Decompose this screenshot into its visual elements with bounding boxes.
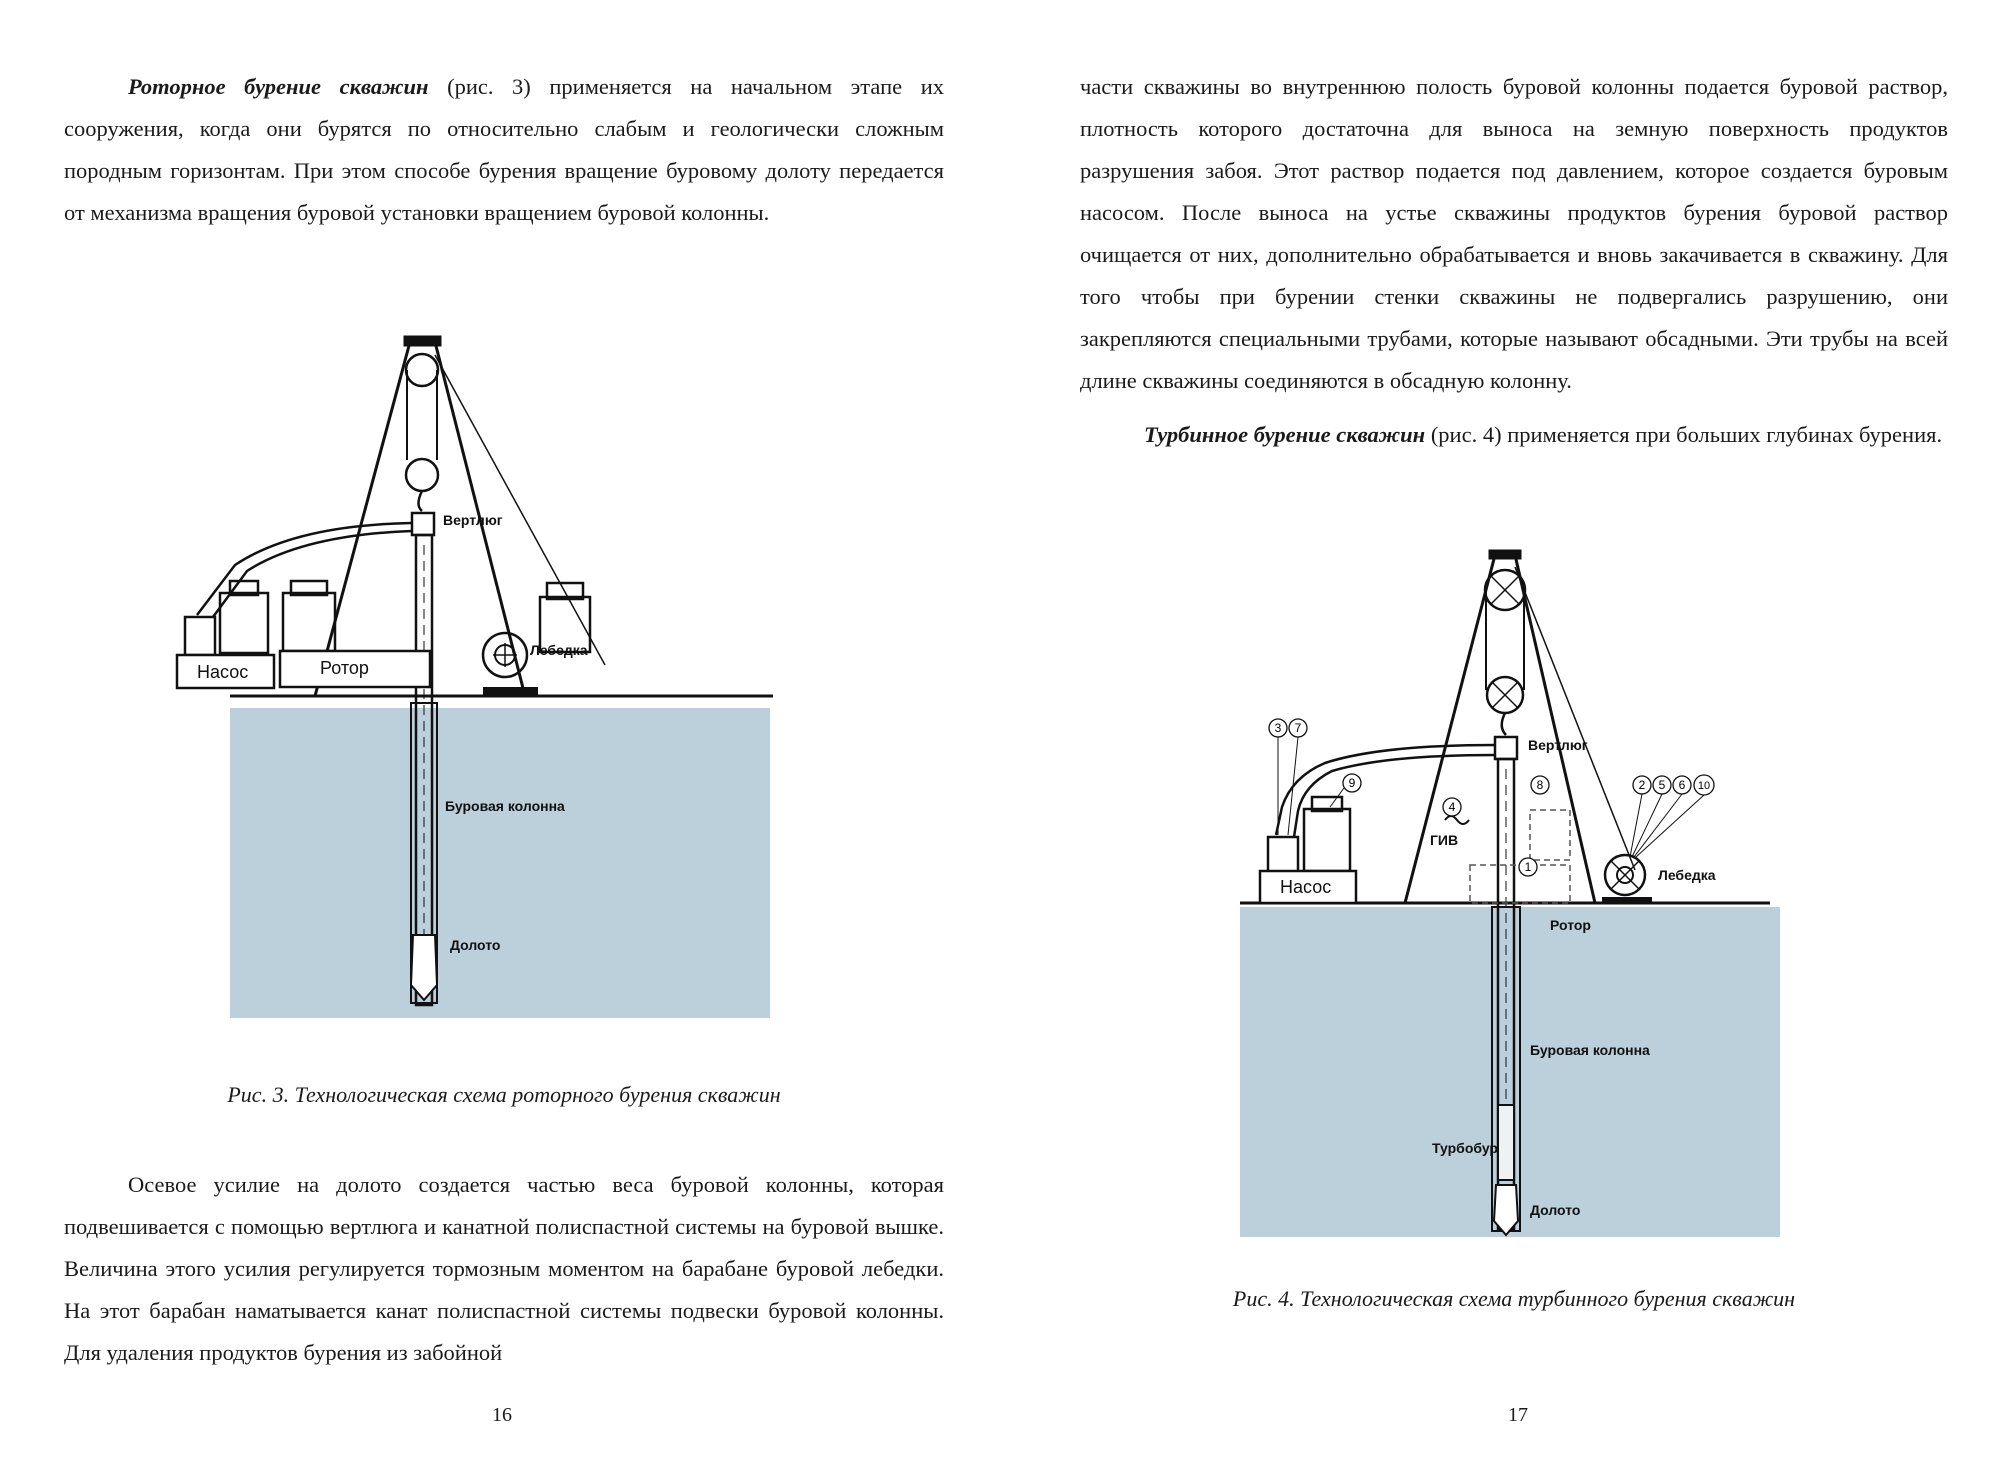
- crown-pulley: [406, 354, 438, 386]
- mud-paragraph: части скважины во внутреннюю полость буровой колонны подается буровой раствор, плотность которого достаточна для выноса на земную поверхность продуктов разрушения забоя. Этот раствор подается под давлением, которое создается буровым насосом. После выноса на устье скважины продуктов бурения буровой раствор очищается от них, дополнительно обрабатывается и вновь закачивается в скважину. Для того чтобы при бурении стенки скважины не подвергались разрушению, они закрепляются специальными трубами, которые называют обсадными. Эти трубы на всей длине скважины соединяются в обсадную колонну.: [1080, 74, 1948, 393]
- figure-4-turbine-scheme: [1240, 545, 1780, 1245]
- marker-3-text: 3: [1274, 721, 1282, 735]
- pump-motor: [1304, 809, 1350, 871]
- label-giv: ГИВ: [1430, 832, 1459, 848]
- label-bit: Долото: [1530, 1202, 1581, 1218]
- label-turbodrill: Турбобур: [1432, 1140, 1498, 1156]
- ground-fill: [230, 708, 770, 1018]
- turbine-body: (рис. 4) применяется при больших глубинах бурения.: [1425, 422, 1943, 447]
- turbodrill: [1498, 1105, 1514, 1180]
- figure-3-rotary-scheme: [197, 325, 785, 1025]
- turbine-lead: Турбинное бурение скважин: [1144, 422, 1426, 447]
- page-number-right: 17: [1508, 1404, 1528, 1426]
- drill-bit: [411, 935, 437, 1000]
- right-page: [1000, 0, 2000, 1478]
- marker-6-text: 6: [1678, 778, 1686, 792]
- marker-4-text: 4: [1448, 800, 1456, 814]
- marker-7-text: 7: [1294, 721, 1302, 735]
- label-winch: Лебедка: [1658, 867, 1716, 883]
- marker-2-text: 2: [1638, 778, 1646, 792]
- axial-force-paragraph: Осевое усилие на долото создается частью веса буровой колонны, которая подвешивается с помощью вертлюга и канатной полиспастной системы на буровой вышке. Величина этого усилия регулируется тормозным моментом на барабане буровой лебедки. На этот барабан наматывается канат полиспастной системы подвески буровой колонны. Для удаления продуктов бурения из забойной: [64, 1172, 944, 1365]
- label-rotor: Ротор: [1550, 917, 1591, 933]
- figure-4-caption: Рис. 4. Технологическая схема турбинного бурения скважин: [1232, 1286, 1796, 1311]
- pump-tank: [185, 617, 215, 655]
- rotary-lead: Роторное бурение скважин: [128, 74, 429, 99]
- label-pump: Насос: [1280, 877, 1332, 897]
- marker-1-text: 1: [1524, 860, 1532, 874]
- giv-sensor: [1445, 816, 1469, 824]
- marker-10-text: 10: [1697, 780, 1711, 792]
- rotor-motor: [283, 593, 335, 651]
- label-bit: Долото: [450, 937, 501, 953]
- winch-base: [483, 687, 538, 695]
- turbine-paragraph: [1080, 414, 1948, 456]
- label-winch: Лебедка: [530, 642, 588, 658]
- label-rotor: Ротор: [320, 658, 369, 678]
- rotary-body: (рис. 3) применяется на начальном этапе их сооружения, когда они бурятся по относительно слабым и геологически сложным породным горизонтам. При этом способе бурения вращение буровому долоту передается от механизма вращения буровой установки вращением буровой колонны.: [64, 74, 944, 225]
- marker-8-text: 8: [1536, 778, 1544, 792]
- travelling-block: [406, 459, 438, 491]
- page-number-left: 16: [492, 1404, 512, 1426]
- mud-hose: [197, 523, 412, 615]
- label-swivel: Вертлюг: [1528, 737, 1588, 753]
- pump-tank: [1268, 837, 1298, 872]
- swivel: [1495, 737, 1517, 759]
- rotary-paragraph: [64, 66, 944, 234]
- label-drill-string: Буровая колонна: [445, 798, 565, 814]
- label-swivel: Вертлюг: [443, 512, 503, 528]
- marker-5-text: 5: [1658, 778, 1666, 792]
- pump-motor: [220, 593, 268, 653]
- label-drill-string: Буровая колонна: [1530, 1042, 1650, 1058]
- winch-base: [1602, 897, 1652, 904]
- marker-9-text: 9: [1348, 776, 1356, 790]
- swivel: [412, 513, 434, 535]
- label-pump: Насос: [197, 662, 249, 682]
- figure-3-caption: Рис. 3. Технологическая схема роторного бурения скважин: [227, 1082, 781, 1107]
